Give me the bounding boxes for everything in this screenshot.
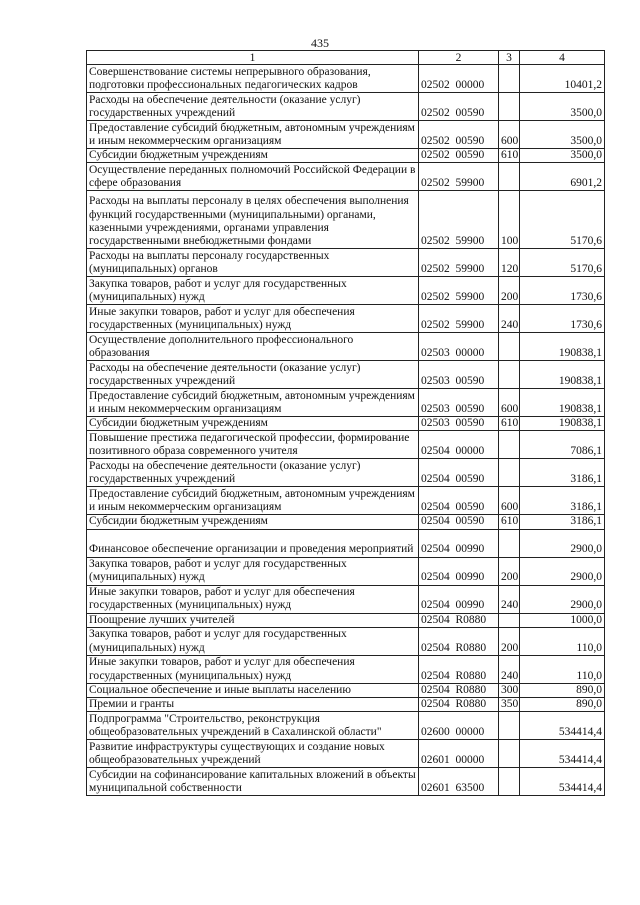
row-code: 02502 59900 (419, 191, 499, 249)
row-type: 200 (499, 557, 520, 585)
row-type (499, 529, 520, 557)
table-row (87, 305, 605, 333)
table-row (87, 149, 605, 163)
row-type: 120 (499, 249, 520, 277)
row-code: 02504 R0880 (419, 683, 499, 697)
row-name: Субсидии бюджетным учреждениям (87, 149, 419, 163)
table-row (87, 698, 605, 712)
row-amount: 190838,1 (520, 333, 605, 361)
row-code: 02504 00990 (419, 557, 499, 585)
row-name: Закупка товаров, работ и услуг для государственных (муниципальных) нужд (87, 277, 419, 305)
row-code: 02504 00990 (419, 529, 499, 557)
row-name: Развитие инфраструктуры существующих и создание новых общеобразовательных учреждений (87, 740, 419, 768)
row-type (499, 712, 520, 740)
row-name: Предоставление субсидий бюджетным, автономным учреждениям и иным некоммерческим организациям (87, 487, 419, 515)
row-name: Осуществление переданных полномочий Российской Федерации в сфере образования (87, 163, 419, 191)
row-type: 300 (499, 683, 520, 697)
table-row (87, 613, 605, 627)
row-type: 610 (499, 149, 520, 163)
row-amount: 110,0 (520, 655, 605, 683)
table-row (87, 65, 605, 93)
row-code: 02502 00590 (419, 93, 499, 121)
row-name: Подпрограмма "Строительство, реконструкция общеобразовательных учреждений в Сахалинской области" (87, 712, 419, 740)
table-row (87, 163, 605, 191)
table-row (87, 487, 605, 515)
row-name: Субсидии бюджетным учреждениям (87, 515, 419, 529)
row-amount: 890,0 (520, 683, 605, 697)
row-name: Субсидии на софинансирование капитальных вложений в объекты муниципальной собственности (87, 768, 419, 796)
row-name: Осуществление дополнительного профессионального образования (87, 333, 419, 361)
column-header-amount: 4 (520, 51, 605, 65)
row-type (499, 740, 520, 768)
column-header-code: 2 (419, 51, 499, 65)
row-code: 02504 00590 (419, 515, 499, 529)
table-row (87, 529, 605, 557)
row-name: Иные закупки товаров, работ и услуг для обеспечения государственных (муниципальных) нужд (87, 585, 419, 613)
row-code: 02502 00590 (419, 121, 499, 149)
row-type (499, 459, 520, 487)
table-row (87, 389, 605, 417)
row-amount: 110,0 (520, 627, 605, 655)
row-type (499, 93, 520, 121)
table-row (87, 683, 605, 697)
row-type (499, 613, 520, 627)
row-type: 200 (499, 277, 520, 305)
row-amount: 6901,2 (520, 163, 605, 191)
row-type: 240 (499, 305, 520, 333)
row-code: 02504 00000 (419, 431, 499, 459)
row-code: 02502 59900 (419, 305, 499, 333)
page-number: 435 (311, 36, 329, 50)
row-amount: 534414,4 (520, 768, 605, 796)
row-name: Расходы на выплаты персоналу в целях обеспечения выполнения функций государственными (муниципальными) органами, казенными учреждениями, органами управления государственными внебюджетными фондами (87, 191, 419, 249)
table-row (87, 333, 605, 361)
row-amount: 890,0 (520, 698, 605, 712)
row-name: Расходы на обеспечение деятельности (оказание услуг) государственных учреждений (87, 93, 419, 121)
table-row (87, 277, 605, 305)
row-name: Расходы на обеспечение деятельности (оказание услуг) государственных учреждений (87, 459, 419, 487)
table-row (87, 740, 605, 768)
row-code: 02503 00590 (419, 389, 499, 417)
row-amount: 1000,0 (520, 613, 605, 627)
row-name: Совершенствование системы непрерывного образования, подготовки профессиональных педагогических кадров (87, 65, 419, 93)
row-amount: 2900,0 (520, 557, 605, 585)
row-amount: 534414,4 (520, 712, 605, 740)
table-row (87, 515, 605, 529)
row-type: 600 (499, 389, 520, 417)
row-code: 02601 63500 (419, 768, 499, 796)
row-code: 02503 00000 (419, 333, 499, 361)
row-name: Субсидии бюджетным учреждениям (87, 417, 419, 431)
row-code: 02502 00000 (419, 65, 499, 93)
row-name: Расходы на выплаты персоналу государственных (муниципальных) органов (87, 249, 419, 277)
row-code: 02502 59900 (419, 249, 499, 277)
row-code: 02504 00590 (419, 487, 499, 515)
row-code: 02504 R0880 (419, 627, 499, 655)
table-row (87, 249, 605, 277)
table-row (87, 585, 605, 613)
row-code: 02504 R0880 (419, 698, 499, 712)
row-amount: 7086,1 (520, 431, 605, 459)
row-code: 02503 00590 (419, 361, 499, 389)
row-type: 100 (499, 191, 520, 249)
table-row (87, 459, 605, 487)
row-name: Поощрение лучших учителей (87, 613, 419, 627)
row-type (499, 768, 520, 796)
table-row (87, 431, 605, 459)
table-row (87, 655, 605, 683)
table-row (87, 361, 605, 389)
row-code: 02502 00590 (419, 149, 499, 163)
row-name: Иные закупки товаров, работ и услуг для обеспечения государственных (муниципальных) нужд (87, 305, 419, 333)
row-amount: 3500,0 (520, 149, 605, 163)
row-amount: 5170,6 (520, 249, 605, 277)
table-row (87, 191, 605, 249)
row-code: 02600 00000 (419, 712, 499, 740)
row-code: 02504 00990 (419, 585, 499, 613)
table-row (87, 121, 605, 149)
row-amount: 3186,1 (520, 515, 605, 529)
row-name: Повышение престижа педагогической профессии, формирование позитивного образа современного учителя (87, 431, 419, 459)
row-code: 02503 00590 (419, 417, 499, 431)
row-amount: 1730,6 (520, 277, 605, 305)
row-amount: 5170,6 (520, 191, 605, 249)
row-amount: 3186,1 (520, 459, 605, 487)
row-type (499, 163, 520, 191)
row-name: Закупка товаров, работ и услуг для государственных (муниципальных) нужд (87, 557, 419, 585)
row-amount: 190838,1 (520, 389, 605, 417)
row-code: 02504 R0880 (419, 655, 499, 683)
row-code: 02502 59900 (419, 163, 499, 191)
row-amount: 3500,0 (520, 93, 605, 121)
row-code: 02504 R0880 (419, 613, 499, 627)
row-amount: 10401,2 (520, 65, 605, 93)
row-name: Премии и гранты (87, 698, 419, 712)
row-code: 02601 00000 (419, 740, 499, 768)
table-row (87, 768, 605, 796)
column-header-type: 3 (499, 51, 520, 65)
row-amount: 2900,0 (520, 529, 605, 557)
row-code: 02504 00590 (419, 459, 499, 487)
row-type (499, 361, 520, 389)
row-name: Иные закупки товаров, работ и услуг для обеспечения государственных (муниципальных) нужд (87, 655, 419, 683)
row-name: Расходы на обеспечение деятельности (оказание услуг) государственных учреждений (87, 361, 419, 389)
table-row (87, 557, 605, 585)
row-amount: 190838,1 (520, 361, 605, 389)
row-amount: 2900,0 (520, 585, 605, 613)
row-type (499, 65, 520, 93)
row-code: 02502 59900 (419, 277, 499, 305)
table-row (87, 712, 605, 740)
row-amount: 1730,6 (520, 305, 605, 333)
row-type: 240 (499, 585, 520, 613)
row-name: Предоставление субсидий бюджетным, автономным учреждениям и иным некоммерческим организациям (87, 121, 419, 149)
row-type: 610 (499, 417, 520, 431)
row-type: 600 (499, 121, 520, 149)
table-header-row (87, 51, 605, 65)
row-name: Предоставление субсидий бюджетным, автономным учреждениям и иным некоммерческим организациям (87, 389, 419, 417)
row-amount: 3186,1 (520, 487, 605, 515)
table-row (87, 627, 605, 655)
budget-table (86, 50, 605, 796)
table-row (87, 93, 605, 121)
row-type: 200 (499, 627, 520, 655)
row-name: Финансовое обеспечение организации и проведения мероприятий (87, 529, 419, 557)
table-row (87, 417, 605, 431)
row-amount: 3500,0 (520, 121, 605, 149)
row-type: 350 (499, 698, 520, 712)
row-amount: 534414,4 (520, 740, 605, 768)
row-type: 240 (499, 655, 520, 683)
row-type: 610 (499, 515, 520, 529)
row-type: 600 (499, 487, 520, 515)
row-name: Социальное обеспечение и иные выплаты населению (87, 683, 419, 697)
row-name: Закупка товаров, работ и услуг для государственных (муниципальных) нужд (87, 627, 419, 655)
row-type (499, 333, 520, 361)
row-type (499, 431, 520, 459)
row-amount: 190838,1 (520, 417, 605, 431)
column-header-name: 1 (87, 51, 419, 65)
